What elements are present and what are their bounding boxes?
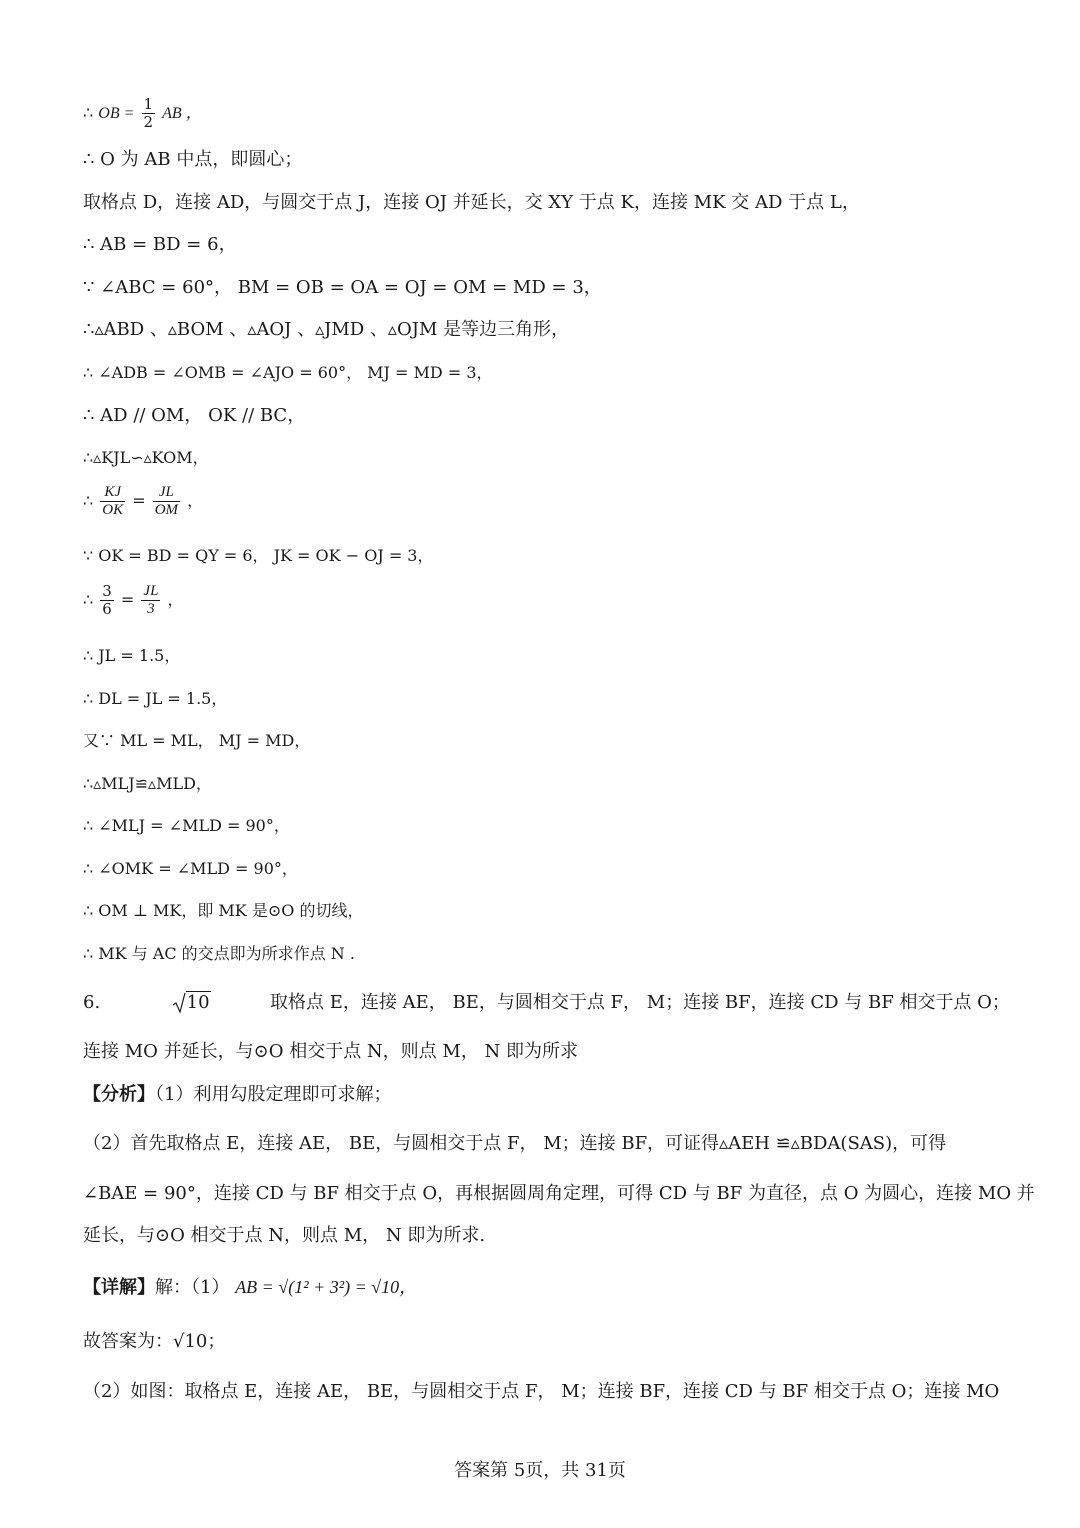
fraction-one-half: $\frac{1}{2}$ (143, 95, 154, 131)
page-footer: 答案第 5页，共 31页 (454, 1460, 626, 1481)
line-congruent: ∴▵MLJ≌▵MLD， (83, 774, 212, 793)
line-dl-value: ∴ DL = JL = 1.5， (83, 689, 228, 708)
line-angle-omk: ∴ ∠OMK = ∠MLD = 90°， (83, 859, 298, 878)
line-o-midpoint: ∴ O 为 AB 中点，即圆心； (83, 149, 303, 170)
fraction-3-6: $\frac{3}{6}$ (102, 582, 112, 618)
line-similar: ∴▵KJL∽▵KOM， (83, 448, 209, 467)
line-jl-value: ∴ JL = 1.5， (83, 646, 181, 665)
line-take-point-d: 取格点 D，连接 AD，与圆交于点 J，连接 OJ 并延长，交 XY 于点 K，连接 MK 交 AD 于点 L， (83, 192, 860, 213)
line-ratio-3-6: ∴ $\frac{3}{6}$ = $\frac{JL}{3}$ ， (83, 582, 184, 618)
line-tangent: ∴ OM ⊥ MK，即 MK 是⊙O 的切线， (83, 901, 364, 920)
detail-tag: 【详解】 (83, 1277, 155, 1298)
line-ml-ml: 又∵ ML = ML， MJ = MD， (83, 731, 311, 750)
detail-line-2: （2）如图：取格点 E，连接 AE， BE，与圆相交于点 F， M；连接 BF，连接 CD 与 BF 相交于点 O；连接 MO (83, 1381, 1000, 1402)
analysis-line-4: 延长，与⊙O 相交于点 N，则点 M， N 即为所求. (83, 1225, 486, 1246)
analysis-line-2: （2）首先取格点 E，连接 AE， BE，与圆相交于点 F， M；连接 BF，可证得▵AEH ≌▵BDA(SAS)，可得 (83, 1133, 947, 1154)
analysis-tag: 【分析】 (83, 1084, 155, 1105)
fraction-jl-om: $\frac{JL}{OM}$ (154, 484, 179, 518)
detail-line-1: 【详解】解：（1） AB = √(1² + 3²) = √10， (83, 1277, 418, 1298)
fraction-kj-ok: $\frac{KJ}{OK}$ (102, 484, 124, 518)
line-ab-bd: ∴ AB = BD = 6， (83, 234, 237, 255)
analysis-line-3: ∠BAE = 90°，连接 CD 与 BF 相交于点 O，再根据圆周角定理，可得 CD 与 BF 为直径，点 O 为圆心，连接 MO 并 (83, 1183, 1035, 1204)
line-ob-half-ab: ∴ OB = $\frac{1}{2}$ AB ， (83, 95, 202, 131)
line-equilateral: ∴▵ABD 、▵BOM 、▵AOJ 、▵JMD 、▵OJM 是等边三角形， (83, 319, 570, 340)
fraction-jl-3: $\frac{JL}{3}$ (143, 583, 159, 617)
line-angle-abc: ∵ ∠ABC = 60°， BM = OB = OA = OJ = OM = MD = 3， (83, 277, 602, 298)
line-ratio-kj-ok: ∴ $\frac{KJ}{OK}$ = $\frac{JL}{OM}$ ， (83, 484, 204, 518)
line-ok-bd: ∵ OK = BD = QY = 6， JK = OK − OJ = 3， (83, 546, 434, 565)
line-angle-mlj: ∴ ∠MLJ = ∠MLD = 90°， (83, 816, 290, 835)
answer-line: 故答案为：√10； (83, 1331, 226, 1352)
line-point-n: ∴ MK 与 AC 的交点即为所求作点 N . (83, 944, 355, 963)
analysis-line-1: 【分析】（1）利用勾股定理即可求解； (83, 1084, 392, 1105)
line-parallel: ∴ AD // OM， OK // BC， (83, 405, 306, 426)
line-angles-60: ∴ ∠ADB = ∠OMB = ∠AJO = 60°， MJ = MD = 3， (83, 363, 493, 382)
q6-number: 6. (83, 992, 101, 1013)
sqrt-10-symbol (172, 991, 186, 1015)
q6-answer-line: 6. 10 取格点 E，连接 AE， BE，与圆相交于点 F， M；连接 BF，连接 CD 与 BF 相交于点 O； (83, 992, 1010, 1013)
q6-answer-line-2: 连接 MO 并延长，与⊙O 相交于点 N，则点 M， N 即为所求 (83, 1041, 579, 1062)
